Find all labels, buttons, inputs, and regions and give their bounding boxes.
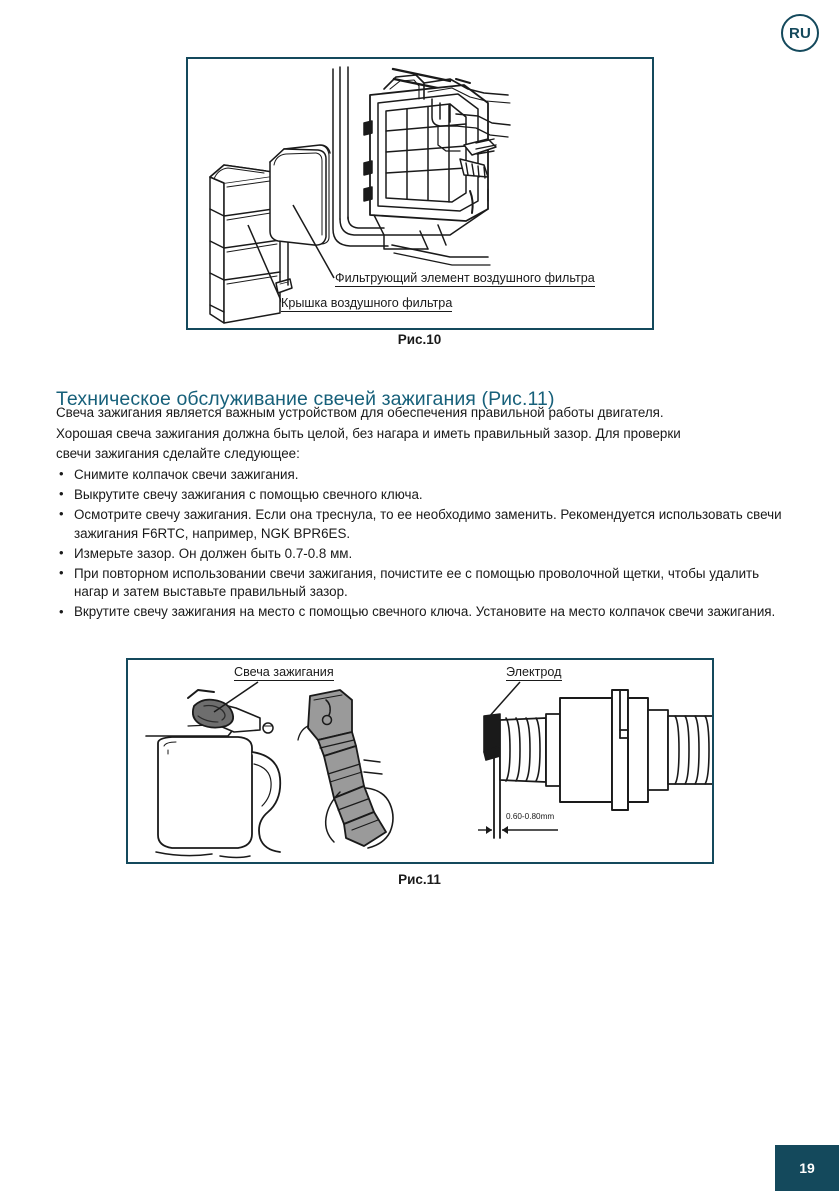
leader-line-electrode (488, 682, 520, 718)
intro-line-2: Хорошая свеча зажигания должна быть целой, без нагара и иметь правильный зазор. Для проверки (56, 425, 681, 441)
label-filter-cover: Крышка воздушного фильтра (281, 296, 453, 310)
label-gap-dimension: 0.60-0.80mm (506, 812, 555, 821)
section-heading-spark-plug-maintenance: Техническое обслуживание свечей зажигания (Рис.11) (56, 388, 555, 411)
gap-dimension-arrows (478, 826, 558, 834)
locale-badge-ru (781, 14, 819, 52)
list-item: • Снимите колпачок свечи зажигания. (56, 466, 784, 485)
figure-10-drawing (188, 59, 652, 328)
intro-line-1: Свеча зажигания является важным устройством для обеспечения правильной работы двигателя. (56, 405, 664, 420)
list-item: • При повторном использовании свечи зажигания, почистите ее с помощью проволочной щетки, чтобы удалить нагар и затем выставьте правильный зазор. (56, 565, 784, 602)
figure-11-spark-plug (126, 658, 714, 864)
page-number-badge (775, 1145, 839, 1191)
intro-line-3: свечи зажигания сделайте следующее: (56, 446, 300, 462)
label-spark-plug: Свеча зажигания (234, 665, 334, 679)
section-body (56, 404, 784, 624)
page-number: 19 (799, 1160, 815, 1176)
figure-10-caption: Рис.10 (397, 332, 442, 347)
figure-10-air-filter (186, 57, 654, 330)
label-electrode: Электрод (506, 665, 562, 679)
list-item: • Вкрутите свечу зажигания на место с помощью свечного ключа. Установите на место колпачок свечи зажигания. (56, 603, 784, 622)
list-item: • Выкрутите свечу зажигания с помощью свечного ключа. (56, 486, 784, 505)
figure-11-drawing (128, 660, 712, 862)
spark-plug-steps-list (56, 466, 784, 622)
list-item: • Осмотрите свечу зажигания. Если она треснула, то ее необходимо заменить. Рекомендуется использовать свечи зажигания F6RTC, например, NGK BPR6ES. (56, 506, 784, 543)
list-item: • Измерьте зазор. Он должен быть 0.7-0.8 мм. (56, 545, 784, 564)
figure-11-caption: Рис.11 (398, 872, 441, 887)
label-filter-element: Фильтрующий элемент воздушного фильтра (335, 271, 595, 285)
locale-badge-label: RU (788, 24, 812, 42)
